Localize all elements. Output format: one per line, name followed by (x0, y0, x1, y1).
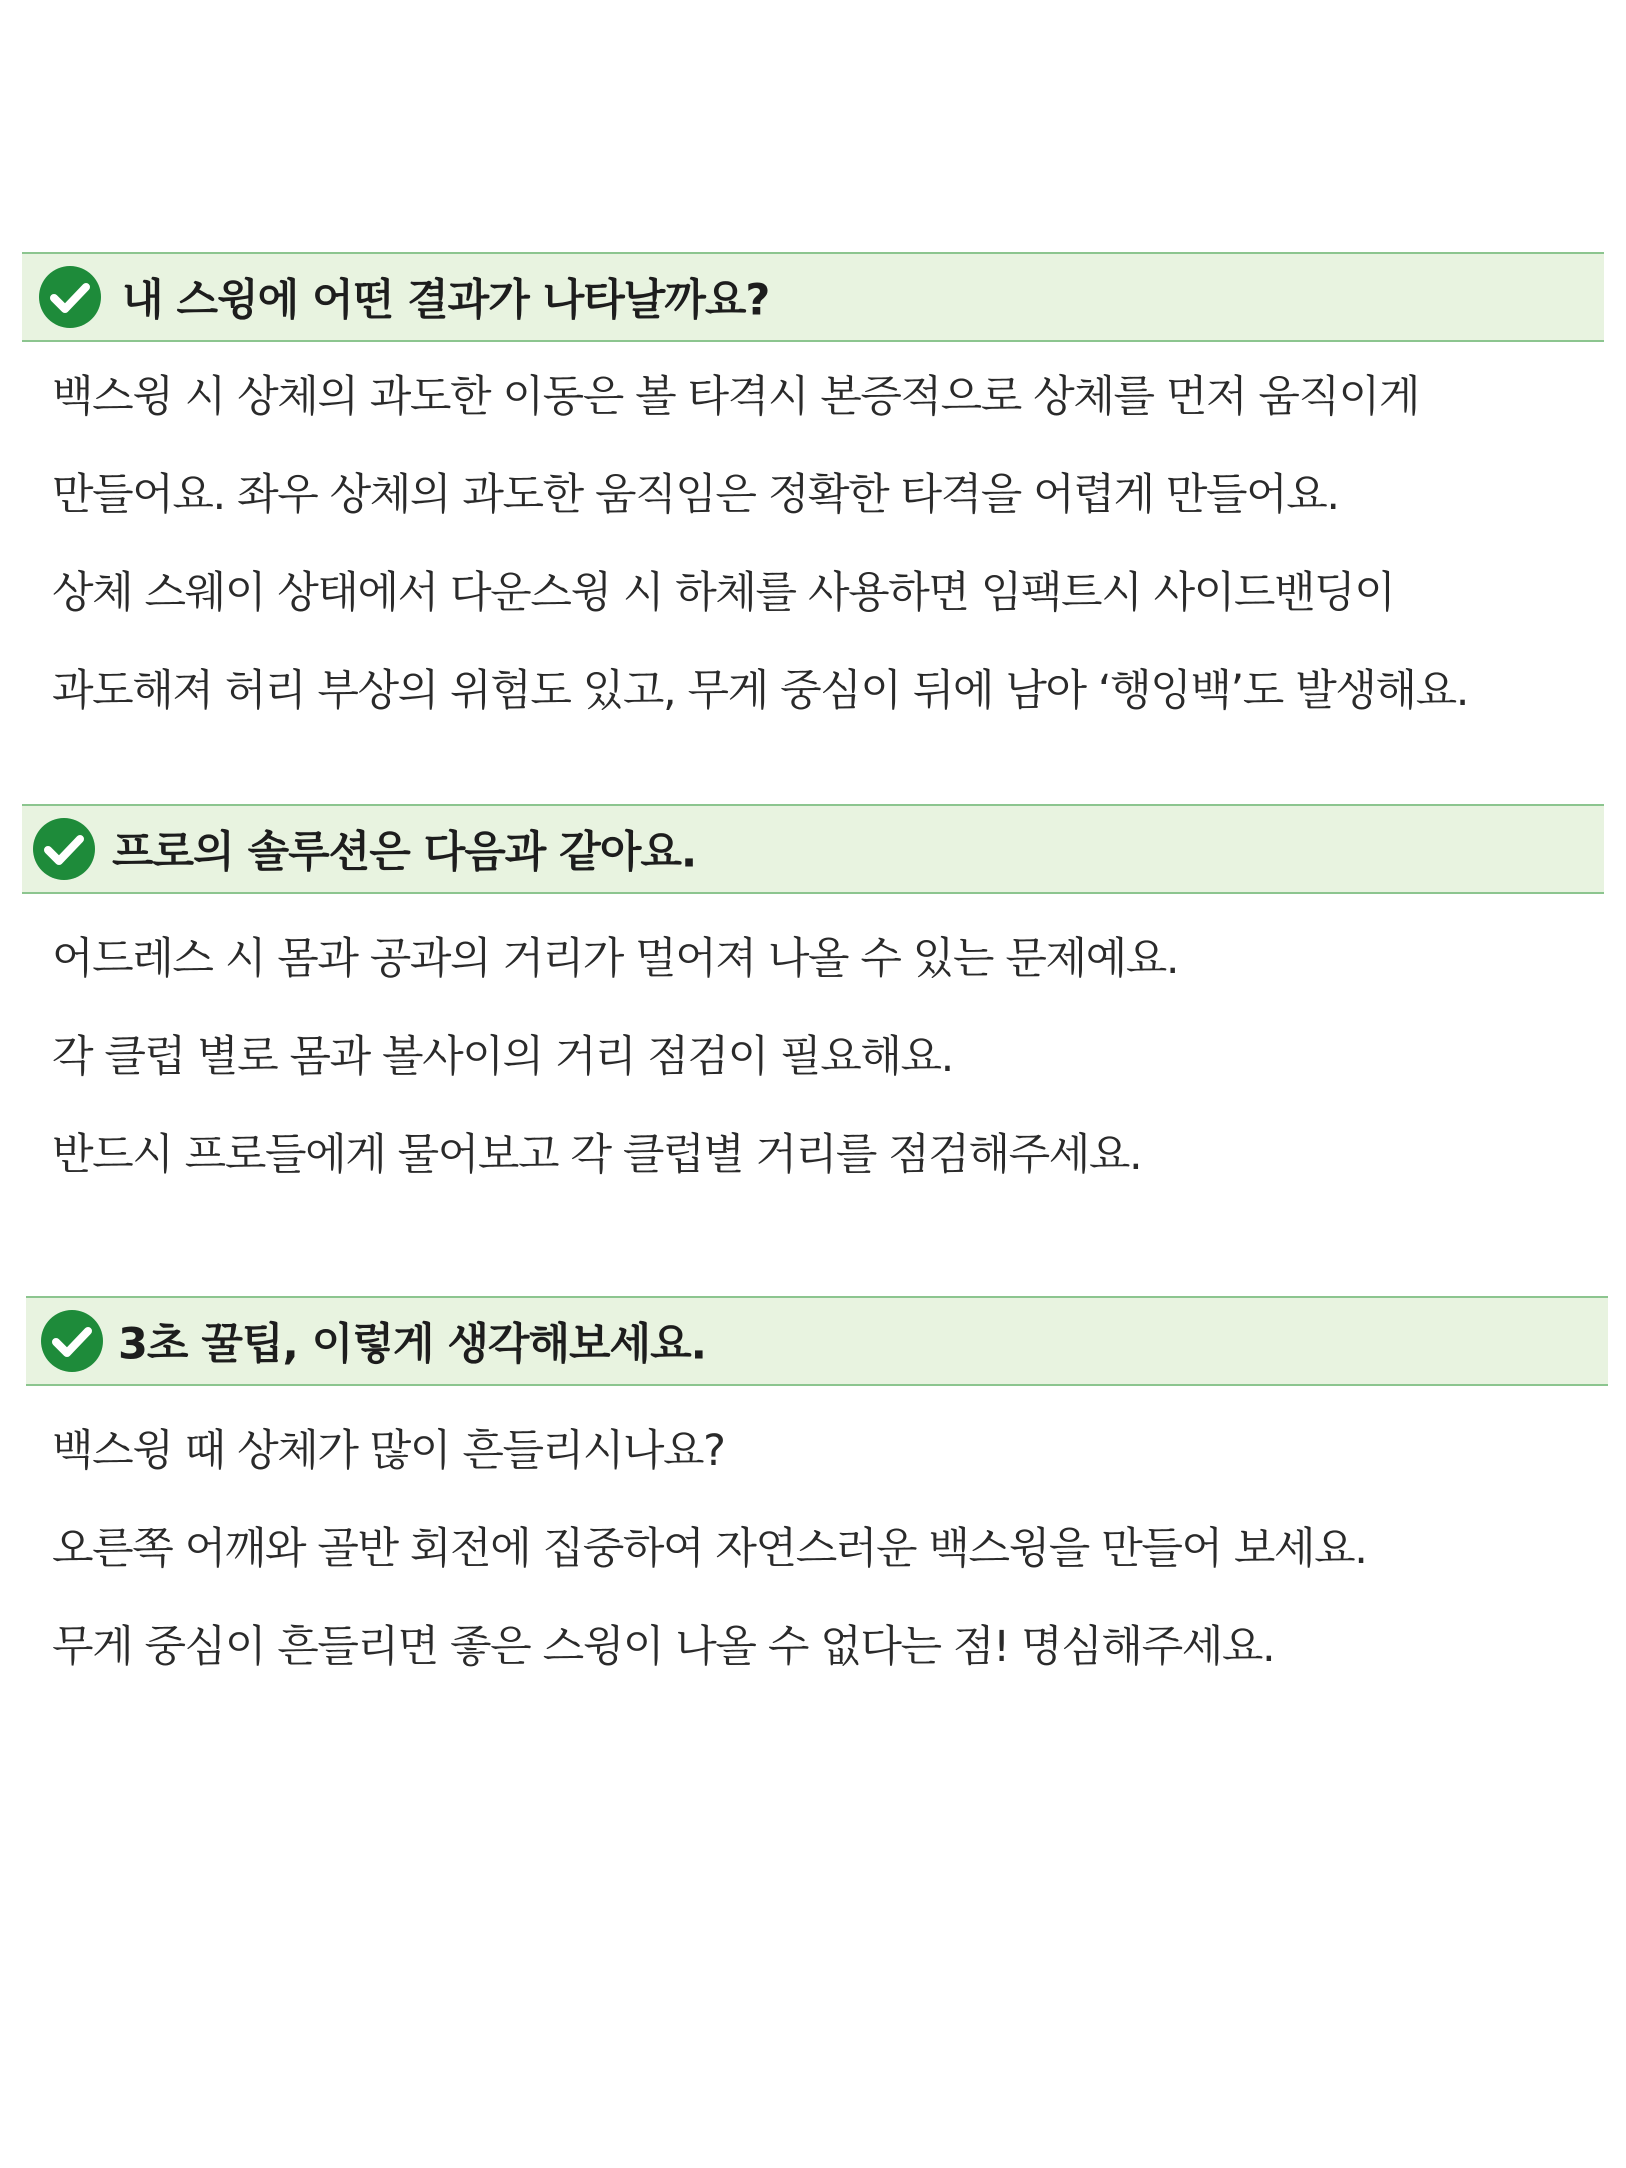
section-pro-solution (22, 804, 1604, 1180)
body-line: 백스윙 때 상체가 많이 흔들리시나요? (52, 1426, 725, 1476)
body-line: 무게 중심이 흔들리면 좋은 스윙이 나올 수 없다는 점! 명심해주세요. (52, 1622, 1275, 1672)
section-title: 프로의 솔루션은 다음과 같아요. (112, 827, 697, 878)
section-title: 3초 꿀팁, 이렇게 생각해보세요. (118, 1319, 706, 1370)
section-header (22, 252, 1604, 342)
body-line: 백스윙 시 상체의 과도한 이동은 볼 타격시 본증적으로 상체를 먼저 움직이게 (52, 372, 1419, 422)
section-quick-tip (26, 1296, 1608, 1672)
section-title: 내 스윙에 어떤 결과가 나타날까요? (122, 275, 770, 326)
body-line: 만들어요. 좌우 상체의 과도한 움직임은 정확한 타격을 어렵게 만들어요. (52, 470, 1339, 520)
section-header (22, 804, 1604, 894)
body-line: 과도해져 허리 부상의 위험도 있고, 무게 중심이 뒤에 남아 ‘행잉백’도 발생해요. (52, 666, 1469, 716)
check-circle-icon (40, 1309, 104, 1373)
section-swing-result (22, 252, 1604, 716)
section-header (26, 1296, 1608, 1386)
body-line: 어드레스 시 몸과 공과의 거리가 멀어져 나올 수 있는 문제예요. (52, 934, 1179, 984)
body-line: 각 클럽 별로 몸과 볼사이의 거리 점검이 필요해요. (52, 1032, 953, 1082)
check-circle-icon (32, 817, 96, 881)
body-line: 반드시 프로들에게 물어보고 각 클럽별 거리를 점검해주세요. (52, 1130, 1142, 1180)
body-line: 상체 스웨이 상태에서 다운스윙 시 하체를 사용하면 임팩트시 사이드밴딩이 (52, 568, 1395, 618)
check-circle-icon (38, 265, 102, 329)
body-line: 오른쪽 어깨와 골반 회전에 집중하여 자연스러운 백스윙을 만들어 보세요. (52, 1524, 1367, 1574)
